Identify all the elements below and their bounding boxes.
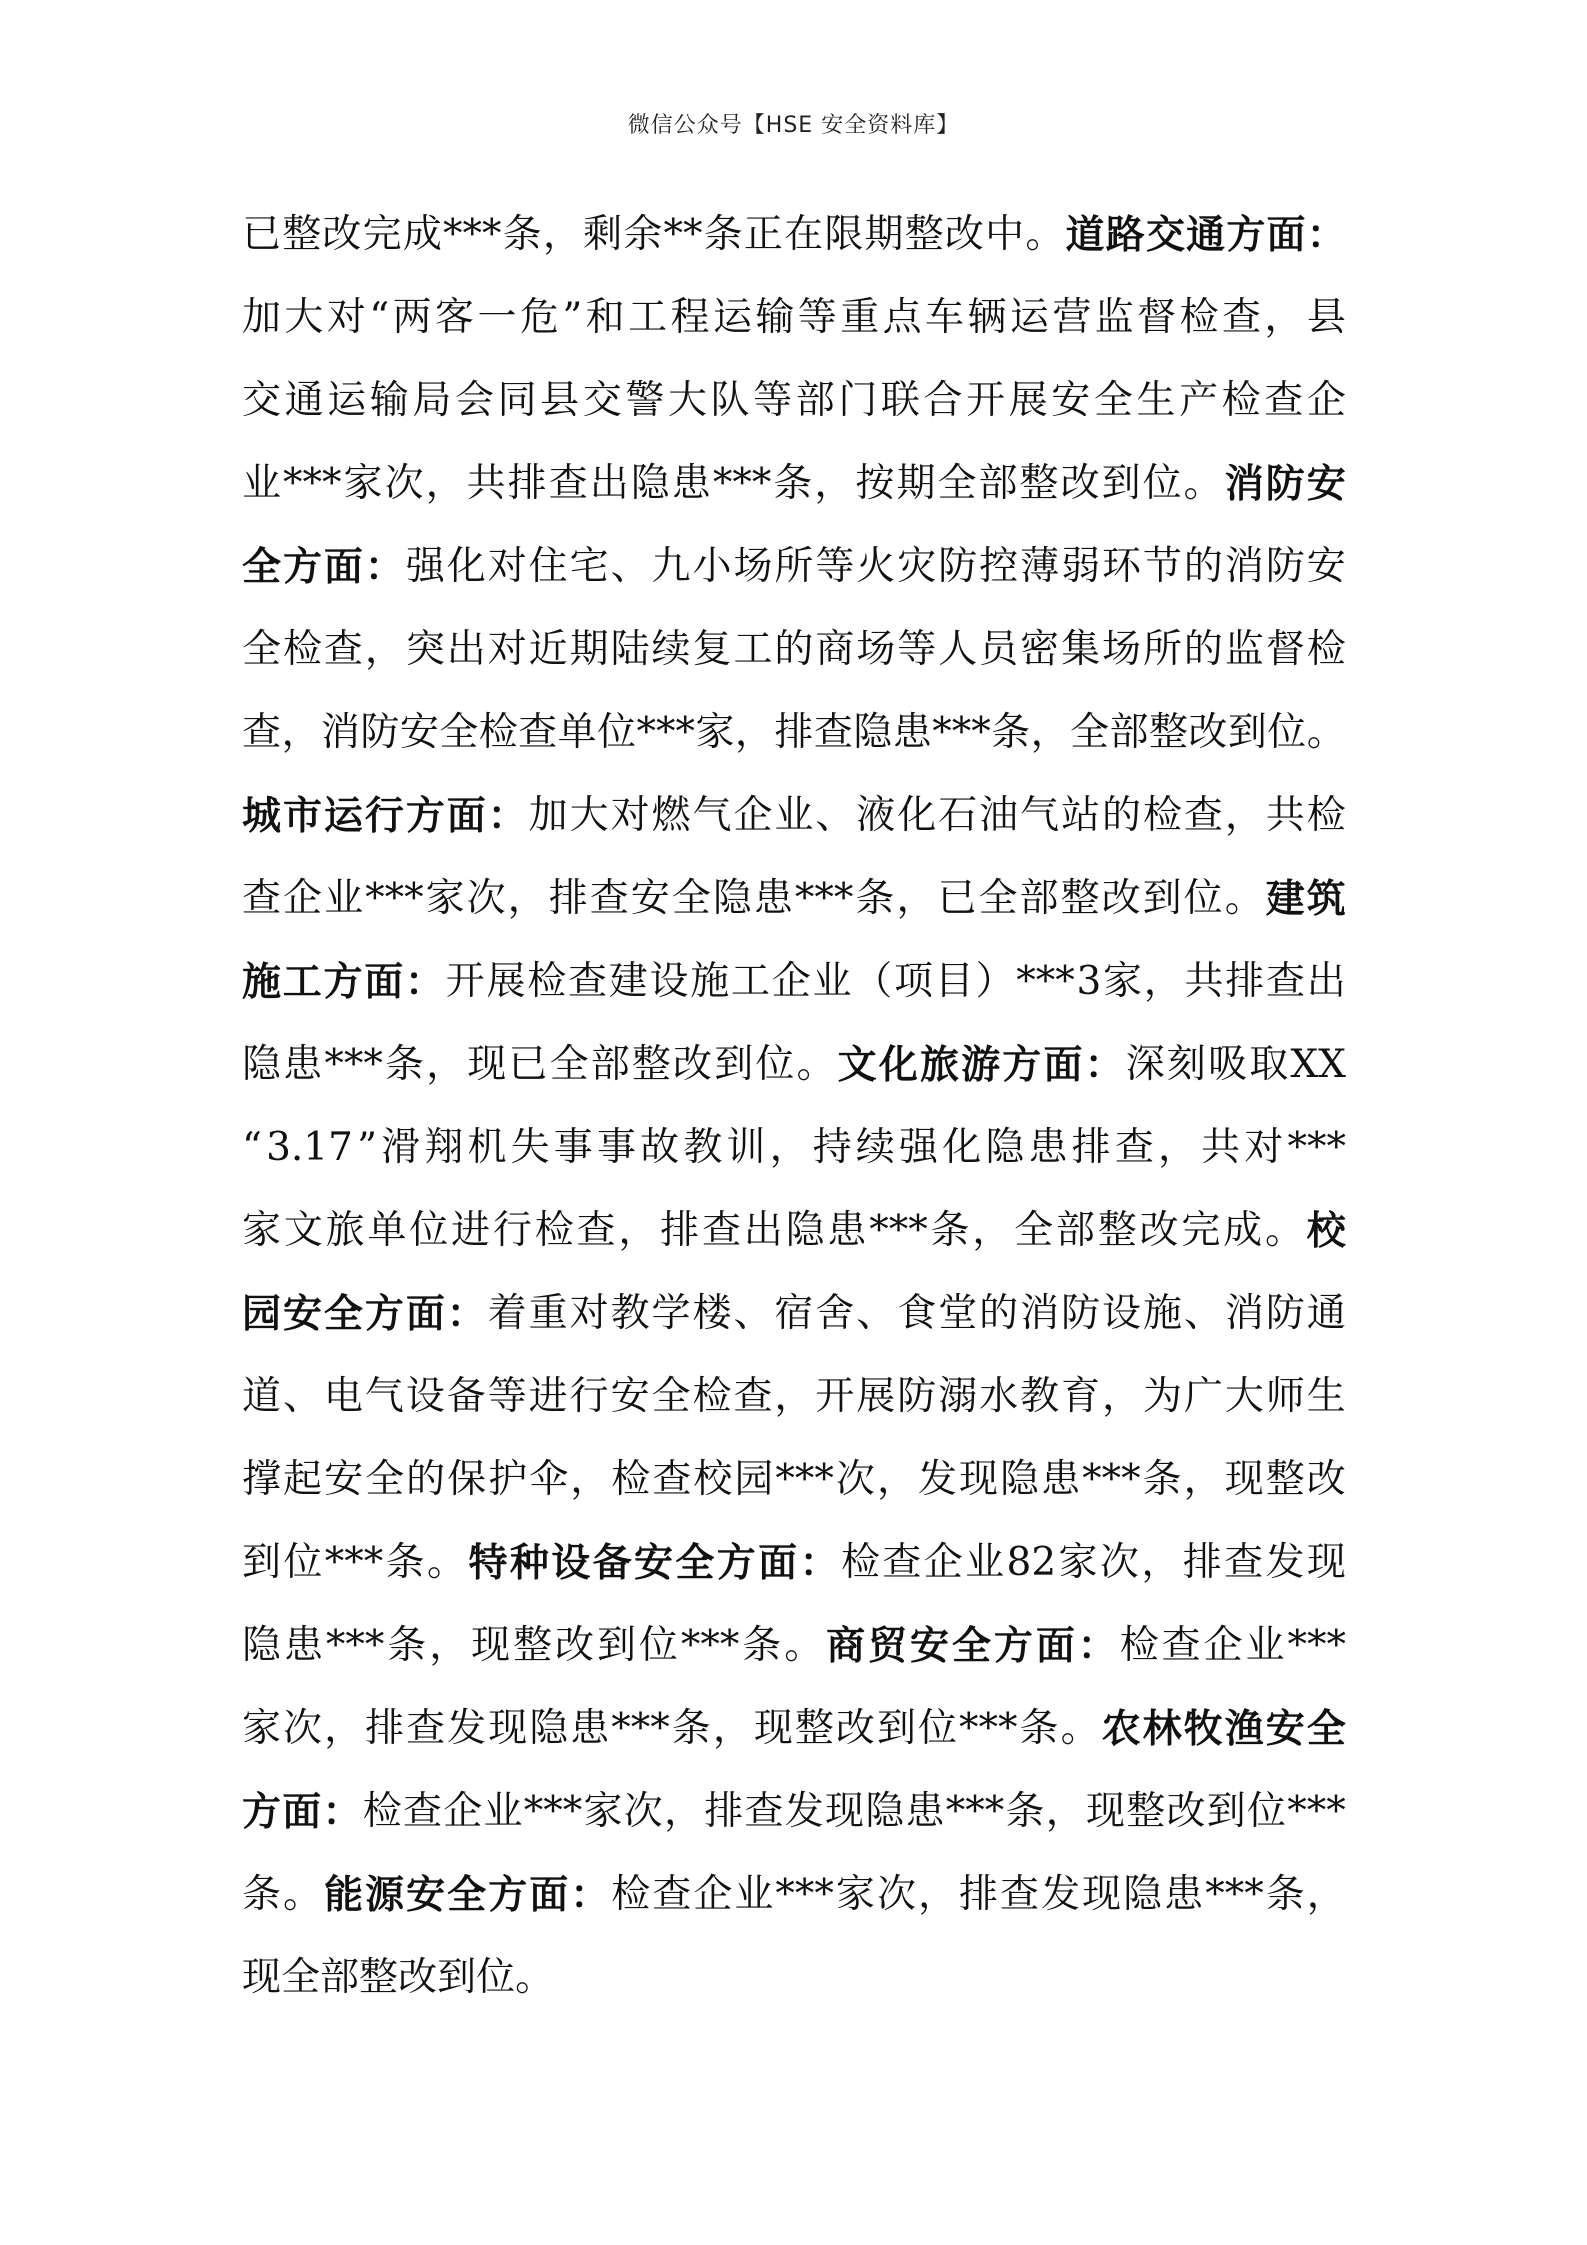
paragraph-line: 家 次 ， 排 查 发 现 隐 患 *** 条 ， 现 整 改 到 位 *** 条 。 农 林 牧 渔 安 全 bbox=[242, 1706, 1346, 1752]
paragraph-line: 全 方 面 ： 强 化 对 住 宅 、 九 小 场 所 等 火 灾 防 控 薄 弱 环 节 的 消 防 安 bbox=[242, 544, 1346, 590]
paragraph-line: 家 文 旅 单 位 进 行 检 查 ， 排 查 出 隐 患 *** 条 ， 全 部 整 改 完 成 。 校 bbox=[242, 1208, 1346, 1254]
paragraph-line: 业 *** 家 次 ， 共 排 查 出 隐 患 *** 条 ， 按 期 全 部 整 改 到 位 。 消 防 安 bbox=[242, 461, 1346, 507]
paragraph-line: 全 检 查 ， 突 出 对 近 期 陆 续 复 工 的 商 场 等 人 员 密 集 场 所 的 监 督 检 bbox=[242, 627, 1346, 672]
paragraph-line: 园 安 全 方 面 ： 着 重 对 教 学 楼 、 宿 舍 、 食 堂 的 消 防 设 施 、 消 防 通 bbox=[242, 1291, 1346, 1337]
paragraph-line: 查 ， 消 防 安 全 检 查 单 位 *** 家 ， 排 查 隐 患 *** 条 ， 全 部 整 改 到 位 。 bbox=[242, 710, 1346, 755]
paragraph-line: 撑 起 安 全 的 保 护 伞 ， 检 查 校 园 *** 次 ， 发 现 隐 患 *** 条 ， 现 整 改 bbox=[242, 1457, 1346, 1502]
page-header: 微信公众号【HSE 安全资料库】 bbox=[627, 113, 960, 138]
paragraph-line: 城 市 运 行 方 面 ： 加 大 对 燃 气 企 业 、 液 化 石 油 气 站 的 检 查 ， 共 检 bbox=[242, 793, 1346, 839]
paragraph-line: 加 大 对 “ 两 客 一 危 ” 和 工 程 运 输 等 重 点 车 辆 运 营 监 督 检 查 ， 县 bbox=[242, 295, 1346, 340]
paragraph-line: 已 整 改 完 成 *** 条 ， 剩 余 ** 条 正 在 限 期 整 改 中 。 道 路 交 通 方 面 ： bbox=[242, 212, 1346, 258]
paragraph-line: “ 3.17 ” 滑 翔 机 失 事 事 故 教 训 ， 持 续 强 化 隐 患 排 查 ， 共 对 *** bbox=[242, 1125, 1346, 1170]
paragraph-line: 隐 患 *** 条 ， 现 整 改 到 位 *** 条 。 商 贸 安 全 方 面 ： 检 查 企 业 *** bbox=[242, 1623, 1346, 1669]
paragraph-line: 道 、 电 气 设 备 等 进 行 安 全 检 查 ， 开 展 防 溺 水 教 育 ， 为 广 大 师 生 bbox=[242, 1374, 1346, 1419]
paragraph-line: 到 位 *** 条 。 特 种 设 备 安 全 方 面 ： 检 查 企 业 82 家 次 ， 排 查 发 现 bbox=[242, 1540, 1346, 1586]
paragraph-line: 条 。 能 源 安 全 方 面 ： 检 查 企 业 *** 家 次 ， 排 查 发 现 隐 患 *** 条 ， bbox=[242, 1872, 1346, 1918]
paragraph-line: 查 企 业 *** 家 次 ， 排 查 安 全 隐 患 *** 条 ， 已 全 部 整 改 到 位 。 建 筑 bbox=[242, 876, 1346, 922]
paragraph-line: 方 面 ： 检 查 企 业 *** 家 次 ， 排 查 发 现 隐 患 *** 条 ， 现 整 改 到 位 *** bbox=[242, 1789, 1346, 1835]
paragraph-line: 隐 患 *** 条 ， 现 已 全 部 整 改 到 位 。 文 化 旅 游 方 面 ： 深 刻 吸 取 XX bbox=[242, 1042, 1346, 1088]
paragraph-line: 施 工 方 面 ： 开 展 检 查 建 设 施 工 企 业 （ 项 目 ） *** 3 家 ， 共 排 查 出 bbox=[242, 959, 1346, 1005]
paragraph-line: 交 通 运 输 局 会 同 县 交 警 大 队 等 部 门 联 合 开 展 安 全 生 产 检 查 企 bbox=[242, 378, 1346, 423]
document-body bbox=[242, 205, 1346, 2031]
paragraph-line: 现 全 部 整 改 到 位 。 bbox=[242, 1955, 555, 2000]
